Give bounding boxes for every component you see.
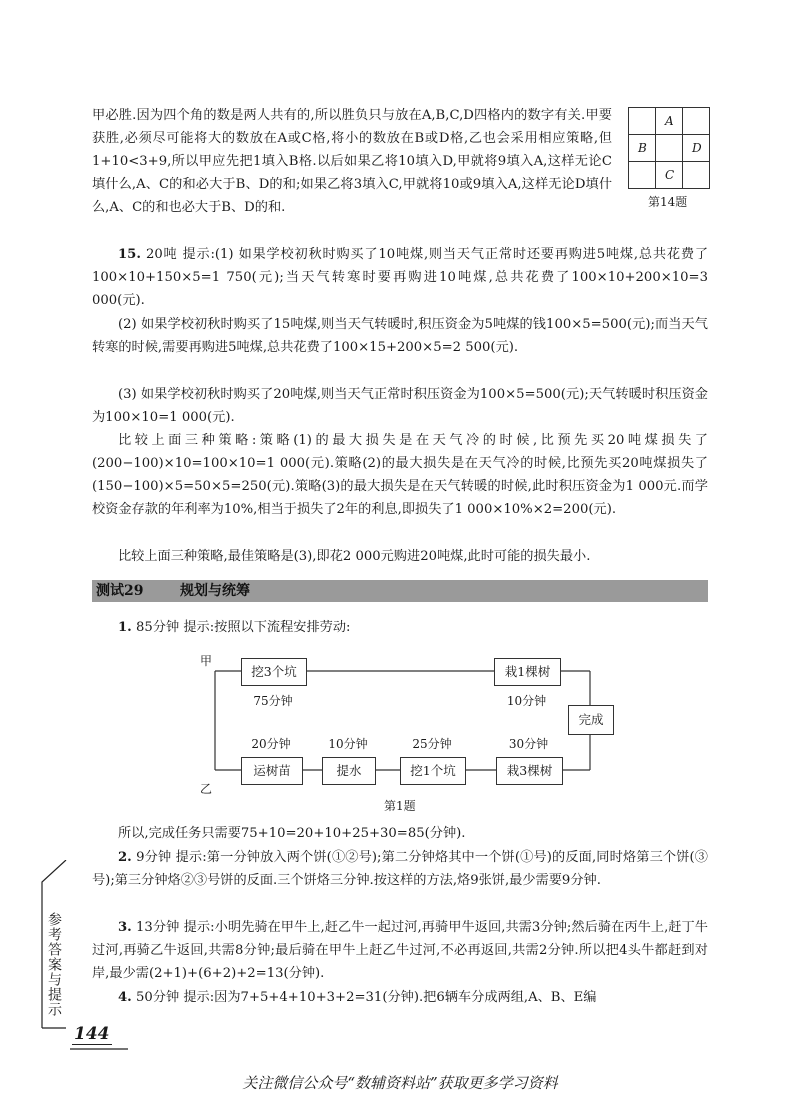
box-seedling: 运树苗 [241,757,303,785]
answer-s1-text: 85分钟 提示:按照以下流程安排劳动: [131,620,351,635]
page-number: 144 [74,1024,110,1044]
footer-note: 关注微信公众号“数辅资料站”获取更多学习资料 [242,1074,558,1092]
answer-s2 [92,846,708,892]
box-dig-3-pits: 挖3个坑 [241,658,307,686]
answer-s2-number: 2. [118,850,132,865]
label-jia: 甲 [200,654,213,668]
box-dig-1-pit: 挖1个坑 [400,757,466,785]
answer-15-part3: (3) 如果学校初秋时购买了20吨煤,则当天气正常时积压资金为100×5=500(元);天气转暖时积压资金为100×10=1 000(元). [92,387,708,425]
answer-15-part2: (2) 如果学校初秋时购买了15吨煤,则当天气转暖时,积压资金为5吨煤的钱100×5=500(元);而当天气转寒的时候,需要再购进5吨煤,总共花费了100×15+200×5=2 500(元). [92,317,708,355]
label-yi: 乙 [200,782,213,796]
answer-15-conclusion: 比较上面三种策略,最佳策略是(3),即花2 000元购进20吨煤,此时可能的损失最小. [118,549,591,564]
answer-s1-number: 1. [118,620,132,635]
box-done: 完成 [568,705,614,735]
grid-caption: 第14题 [648,195,688,209]
answer-s2-text: 9分钟 提示:第一分钟放入两个饼(①②号);第二分钟烙其中一个饼(①号)的反面,同时烙第三个饼(③号);第三分钟烙②③号饼的反面.三个饼烙三分钟.按这样的方法,烙9张饼,最少需要9分钟. [92,850,708,888]
answer-15-compare: 比较上面三种策略:策略(1)的最大损失是在天气冷的时候,比预先买20吨煤损失了(200−100)×10=100×10=1 000(元).策略(2)的最大损失是在天气冷的时候,比预先买20吨煤损失了(150−100)×5=50×5=250(元).策略(3)的最大损失是在天气转暖的时候,此时积压资金为1 000元.而学校资金存款的年利率为10%,相当于损失了2年的利息,即损失了1 000×10%×2=200(元). [92,433,708,517]
answer-s3 [92,916,708,985]
section-title: 规划与统筹 [180,583,250,599]
box-plant-1-tree: 栽1棵树 [494,658,561,686]
answer-s1-result: 所以,完成任务只需要75+10=20+10+25+30=85(分钟). [118,826,466,841]
answer-15-number: 15. [118,247,141,262]
time-seedling: 20分钟 [251,737,291,751]
time-water: 10分钟 [328,737,368,751]
grid-cell-a: A [665,114,674,128]
time-dig-3-pits: 75分钟 [253,694,293,708]
answer-s4-number: 4. [118,990,132,1005]
answer-s4 [92,986,708,1009]
box-plant-3-trees: 栽3棵树 [496,757,563,785]
time-dig-1-pit: 25分钟 [412,737,452,751]
time-plant-1-tree: 10分钟 [506,694,547,708]
answer-s4-text: 50分钟 提示:因为7+5+4+10+3+2=31(分钟).把6辆车分成两组,A、B、E编 [131,990,597,1005]
page-number-rule [70,1048,130,1052]
time-plant-3-trees: 30分钟 [508,737,549,751]
flowchart-caption: 第1题 [384,799,416,813]
answer-s3-text: 13分钟 提示:小明先骑在甲牛上,赶乙牛一起过河,再骑甲牛返回,共需3分钟;然后骑在丙牛上,赶丁牛过河,再骑乙牛返回,共需8分钟;最后骑在甲牛上赶乙牛过河,不必再返回,共需2分钟.所以把4头牛都赶到对岸,最少需(2+1)+(6+2)+2=13(分钟). [92,920,708,981]
grid-cell-d: D [692,141,702,155]
box-water: 提水 [322,757,376,785]
answer-s3-number: 3. [118,920,132,935]
answer-14-text: 甲必胜.因为四个角的数是两人共有的,所以胜负只与放在A,B,C,D四格内的数字有关.甲要获胜,必须尽可能将大的数放在A或C格,将小的数放在B或D格,乙也会采用相应策略,但1+10<3+9,所以甲应先把1填入B格.以后如果乙将10填入D,甲就将9填入A,这样无论C填什么,A、C的和必大于B、D的和;如果乙将3填入C,甲就将10或9填入A,这样无论D填什么,A、C的和也必大于B、D的和. [92,108,612,215]
side-tab-label: 参考答案与提示 [46,912,62,1017]
section-label: 测试29 [96,583,144,599]
answer-15-text: 20吨 提示:(1) 如果学校初秋时购买了10吨煤,则当天气正常时还要再购进5吨煤,总共花费了100×10+150×5=1 750(元);当天气转寒时要再购进10吨煤,总共花费了100×10+200×10=3 000(元). [92,247,708,308]
grid-cell-b: B [638,141,647,155]
grid-cell-c: C [665,168,675,182]
